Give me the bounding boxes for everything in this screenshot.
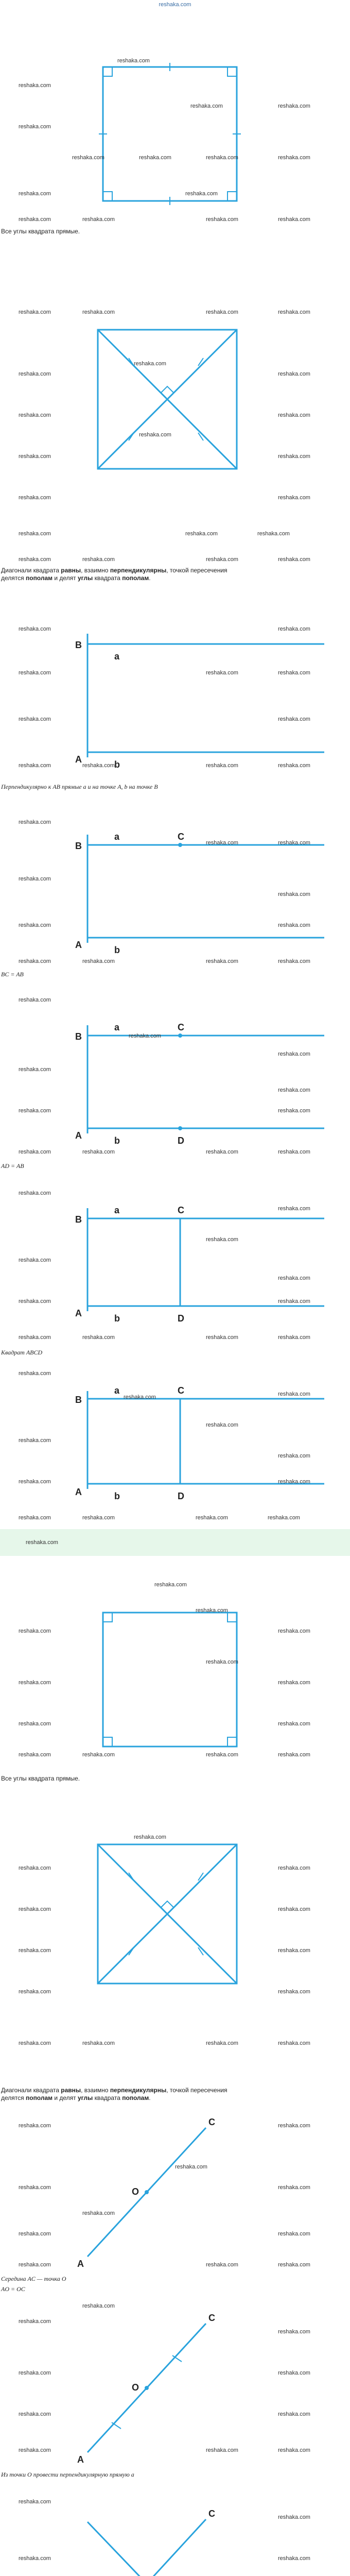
figure-square-diagonals: [0, 242, 350, 551]
watermark: reshaka.com: [82, 2040, 115, 2046]
watermark: reshaka.com: [19, 495, 51, 501]
right-angle-mark: [103, 192, 112, 201]
watermark: reshaka.com: [278, 1051, 310, 1057]
watermark: reshaka.com: [278, 762, 310, 769]
watermark: reshaka.com: [278, 626, 310, 632]
watermark: reshaka.com: [154, 1582, 187, 1588]
watermark: reshaka.com: [19, 1190, 51, 1196]
label-c-point: C: [208, 2509, 215, 2519]
right-angle-mark: [103, 67, 112, 76]
caption-diagonals: Диагонали квадрата равны, взаимно перпендикулярны, точкой пересечения делятся пополам и делят углы квадрата пополам.: [1, 567, 227, 582]
label-line-b: b: [114, 945, 120, 955]
perpendicular-diagram: [0, 2483, 350, 2576]
point-d: [178, 1126, 182, 1130]
label-line-a: a: [114, 1385, 120, 1396]
watermark: reshaka.com: [19, 1721, 51, 1727]
watermark: reshaka.com: [206, 958, 238, 964]
watermark: reshaka.com: [19, 1298, 51, 1304]
label-a-point: A: [75, 1487, 82, 1497]
watermark: reshaka.com: [19, 1752, 51, 1758]
watermark: reshaka.com: [278, 216, 310, 223]
watermark: reshaka.com: [278, 2555, 310, 2562]
watermark: reshaka.com: [19, 191, 51, 197]
watermark: reshaka.com: [19, 1989, 51, 1995]
watermark: reshaka.com: [19, 412, 51, 418]
watermark: reshaka.com: [278, 2411, 310, 2417]
watermark: reshaka.com: [19, 1628, 51, 1634]
watermark: reshaka.com: [82, 1515, 115, 1521]
watermark: reshaka.com: [278, 1989, 310, 1995]
watermark: reshaka.com: [19, 1437, 51, 1444]
right-angle-mark: [103, 1613, 112, 1622]
watermark: reshaka.com: [206, 670, 238, 676]
watermark: reshaka.com: [278, 309, 310, 315]
label-line-a: a: [114, 832, 120, 842]
label-c-point: C: [178, 1205, 184, 1215]
watermark: reshaka.com: [19, 716, 51, 722]
watermark: reshaka.com: [278, 1298, 310, 1304]
label-a-point: A: [75, 754, 82, 765]
watermark: reshaka.com: [206, 1752, 238, 1758]
watermark: reshaka.com: [19, 1108, 51, 1114]
watermark: reshaka.com: [278, 2329, 310, 2335]
watermark: reshaka.com: [278, 412, 310, 418]
square-diagram-2: [0, 1577, 350, 1772]
caption: Квадрат ABCD: [1, 1349, 43, 1356]
diagonals-diagram: [0, 242, 350, 551]
watermark: reshaka.com: [19, 1680, 51, 1686]
figure-square-right-angles: [0, 31, 350, 227]
label-a-point: A: [77, 2454, 84, 2465]
watermark: reshaka.com: [19, 670, 51, 676]
caption: Перпендикулярно к AB прямые a и на точке A, b на точке B: [1, 783, 158, 790]
watermark: reshaka.com: [278, 716, 310, 722]
figure-square-right-angles-2: [0, 1577, 350, 1772]
watermark: reshaka.com: [278, 922, 310, 928]
watermark: reshaka.com: [268, 1515, 300, 1521]
watermark: reshaka.com: [206, 2040, 238, 2046]
label-b-point: B: [75, 841, 82, 851]
watermark: reshaka.com: [206, 1334, 238, 1341]
watermark: reshaka.com: [206, 2447, 238, 2453]
watermark: reshaka.com: [82, 216, 115, 223]
figure-ao-oc: [0, 2298, 350, 2468]
label-a-point: A: [75, 1130, 82, 1141]
watermark: reshaka.com: [19, 2318, 51, 2325]
diagonals-diagram-2: [0, 1793, 350, 2081]
watermark: reshaka.com: [185, 191, 218, 197]
label-line-a: a: [114, 651, 120, 662]
label-o-point: O: [132, 2382, 139, 2393]
watermark: reshaka.com: [82, 2303, 115, 2309]
watermark: reshaka.com: [124, 1394, 156, 1400]
figure-square-abcd-final: [0, 1360, 350, 1525]
watermark: reshaka.com: [19, 531, 51, 537]
caption: Из точки O провести перпендикулярную прямую a: [1, 2471, 134, 2478]
label-d-point: D: [178, 1491, 184, 1501]
watermark: reshaka.com: [278, 1206, 310, 1212]
abcd-diagram-1: [0, 1177, 350, 1352]
watermark: reshaka.com: [19, 1149, 51, 1155]
right-angle-mark: [161, 386, 174, 393]
watermark: reshaka.com: [19, 1370, 51, 1377]
watermark: reshaka.com: [190, 103, 223, 109]
watermark: reshaka.com: [19, 1515, 51, 1521]
watermark: reshaka.com: [19, 309, 51, 315]
watermark: reshaka.com: [185, 531, 218, 537]
watermark: reshaka.com: [278, 1947, 310, 1954]
right-angle-mark: [161, 1901, 174, 1908]
watermark: reshaka.com: [19, 1947, 51, 1954]
watermark: reshaka.com: [278, 453, 310, 460]
watermark: reshaka.com: [278, 371, 310, 377]
watermark: reshaka.com: [206, 155, 238, 161]
watermark: reshaka.com: [206, 1236, 238, 1243]
watermark: reshaka.com: [257, 531, 290, 537]
label-line-a: a: [114, 1205, 120, 1215]
watermark: reshaka.com: [206, 840, 238, 846]
watermark: reshaka.com: [134, 361, 166, 367]
watermark: reshaka.com: [278, 1334, 310, 1341]
watermark: reshaka.com: [19, 2184, 51, 2191]
watermark: reshaka.com: [117, 58, 150, 64]
watermark: reshaka.com: [278, 2184, 310, 2191]
square-outline: [103, 67, 237, 201]
label-d-point: D: [178, 1136, 184, 1146]
square-diagram: [0, 31, 350, 227]
watermark: reshaka.com: [278, 2123, 310, 2129]
watermark: reshaka.com: [82, 1149, 115, 1155]
site-header[interactable]: reshaka.com: [159, 2, 191, 8]
watermark: reshaka.com: [19, 1066, 51, 1073]
watermark: reshaka.com: [19, 1334, 51, 1341]
watermark: reshaka.com: [19, 922, 51, 928]
point-o: [145, 2190, 149, 2194]
watermark: reshaka.com: [19, 1865, 51, 1871]
watermark: reshaka.com: [82, 958, 115, 964]
watermark: reshaka.com: [26, 1539, 58, 1546]
watermark: reshaka.com: [19, 2123, 51, 2129]
label-c-point: C: [208, 2117, 215, 2127]
watermark: reshaka.com: [19, 958, 51, 964]
caption: Все углы квадрата прямые.: [1, 228, 80, 235]
watermark: reshaka.com: [19, 2231, 51, 2237]
label-a-point: A: [75, 940, 82, 950]
segment-ac: [87, 2519, 206, 2576]
label-b-point: B: [75, 1214, 82, 1225]
watermark: reshaka.com: [278, 1721, 310, 1727]
ad-diagram: [0, 984, 350, 1175]
label-line-b: b: [114, 1313, 120, 1324]
watermark: reshaka.com: [19, 997, 51, 1003]
watermark: reshaka.com: [278, 840, 310, 846]
watermark: reshaka.com: [72, 155, 104, 161]
label-line-b: b: [114, 1491, 120, 1501]
caption: Середина AC — точка O: [1, 2275, 66, 2282]
point-o: [145, 2386, 149, 2390]
watermark: reshaka.com: [82, 556, 115, 563]
label-line-b: b: [114, 759, 120, 770]
line-a: [87, 2522, 206, 2576]
caption: AD = AB: [1, 1162, 24, 1170]
watermark: reshaka.com: [19, 556, 51, 563]
watermark: reshaka.com: [206, 309, 238, 315]
watermark: reshaka.com: [278, 2040, 310, 2046]
abcd-diagram-2: [0, 1360, 350, 1525]
caption: AO = OC: [1, 2285, 25, 2293]
watermark: reshaka.com: [19, 2555, 51, 2562]
watermark: reshaka.com: [196, 1607, 228, 1614]
watermark: reshaka.com: [278, 103, 310, 109]
watermark: reshaka.com: [129, 1033, 161, 1039]
watermark: reshaka.com: [19, 1906, 51, 1912]
watermark: reshaka.com: [82, 1752, 115, 1758]
label-d-point: D: [178, 1313, 184, 1324]
watermark: reshaka.com: [19, 371, 51, 377]
label-c-point: C: [178, 832, 184, 842]
watermark: reshaka.com: [278, 155, 310, 161]
label-b-point: B: [75, 1395, 82, 1405]
watermark: reshaka.com: [278, 1391, 310, 1397]
watermark: reshaka.com: [82, 1334, 115, 1341]
watermark: reshaka.com: [19, 124, 51, 130]
watermark: reshaka.com: [206, 1149, 238, 1155]
watermark: reshaka.com: [278, 2262, 310, 2268]
caption-diagonals-2: Диагонали квадрата равны, взаимно перпендикулярны, точкой пересечения делятся пополам и делят углы квадрата пополам.: [1, 2087, 227, 2102]
label-c-point: C: [208, 2313, 215, 2323]
label-b-point: B: [75, 1031, 82, 1042]
watermark: reshaka.com: [206, 1422, 238, 1428]
watermark: reshaka.com: [19, 1479, 51, 1485]
watermark: reshaka.com: [19, 82, 51, 89]
watermark: reshaka.com: [278, 2447, 310, 2453]
right-angle-mark: [227, 67, 237, 76]
label-line-a: a: [114, 1022, 120, 1032]
right-angle-mark: [227, 1613, 237, 1622]
watermark: reshaka.com: [139, 155, 171, 161]
watermark: reshaka.com: [19, 2370, 51, 2376]
watermark: reshaka.com: [19, 2499, 51, 2505]
watermark: reshaka.com: [19, 2040, 51, 2046]
watermark: reshaka.com: [278, 1680, 310, 1686]
watermark: reshaka.com: [278, 1906, 310, 1912]
watermark: reshaka.com: [19, 762, 51, 769]
watermark: reshaka.com: [278, 495, 310, 501]
watermark: reshaka.com: [19, 216, 51, 223]
watermark: reshaka.com: [19, 2262, 51, 2268]
watermark: reshaka.com: [19, 2447, 51, 2453]
watermark: reshaka.com: [19, 819, 51, 825]
right-angle-mark: [103, 1737, 112, 1747]
caption: BC = AB: [1, 971, 24, 978]
watermark: reshaka.com: [278, 1479, 310, 1485]
watermark: reshaka.com: [278, 2514, 310, 2520]
watermark: reshaka.com: [206, 216, 238, 223]
watermark: reshaka.com: [82, 762, 115, 769]
label-a-point: A: [77, 2259, 84, 2269]
right-angle-mark: [227, 192, 237, 201]
figure-square-abcd: [0, 1177, 350, 1352]
watermark: reshaka.com: [278, 2370, 310, 2376]
watermark: reshaka.com: [278, 1108, 310, 1114]
caption: Все углы квадрата прямые.: [1, 1775, 80, 1782]
watermark: reshaka.com: [278, 958, 310, 964]
watermark: reshaka.com: [82, 309, 115, 315]
watermark: reshaka.com: [278, 1087, 310, 1093]
figure-ad-equals-ab: [0, 984, 350, 1175]
watermark: reshaka.com: [278, 1865, 310, 1871]
label-c-point: C: [178, 1385, 184, 1396]
watermark: reshaka.com: [278, 1275, 310, 1281]
watermark: reshaka.com: [278, 1149, 310, 1155]
figure-perpendicular-a: [0, 2483, 350, 2576]
figure-square-diagonals-2: [0, 1793, 350, 2081]
watermark: reshaka.com: [82, 2210, 115, 2216]
watermark: reshaka.com: [278, 891, 310, 897]
watermark: reshaka.com: [19, 1257, 51, 1263]
watermark: reshaka.com: [206, 556, 238, 563]
label-b-point: B: [75, 640, 82, 650]
watermark: reshaka.com: [19, 453, 51, 460]
watermark: reshaka.com: [19, 626, 51, 632]
watermark: reshaka.com: [139, 432, 171, 438]
right-angle-mark: [227, 1737, 237, 1747]
watermark: reshaka.com: [278, 670, 310, 676]
point-c: [178, 1033, 182, 1038]
label-a-point: A: [75, 1308, 82, 1318]
watermark: reshaka.com: [278, 556, 310, 563]
label-c-point: C: [178, 1022, 184, 1032]
watermark: reshaka.com: [206, 1659, 238, 1665]
watermark: reshaka.com: [175, 2164, 207, 2170]
watermark: reshaka.com: [278, 1628, 310, 1634]
label-o-point: O: [132, 2187, 139, 2197]
label-line-b: b: [114, 1136, 120, 1146]
watermark: reshaka.com: [196, 1515, 228, 1521]
point-c: [178, 843, 182, 847]
watermark: reshaka.com: [206, 762, 238, 769]
watermark: reshaka.com: [278, 2231, 310, 2237]
watermark: reshaka.com: [278, 1453, 310, 1459]
square-outline: [103, 1613, 237, 1747]
watermark: reshaka.com: [134, 1834, 166, 1840]
watermark: reshaka.com: [278, 1752, 310, 1758]
ao-oc-diagram: [0, 2298, 350, 2468]
watermark: reshaka.com: [19, 876, 51, 882]
watermark: reshaka.com: [206, 2262, 238, 2268]
watermark: reshaka.com: [19, 2411, 51, 2417]
